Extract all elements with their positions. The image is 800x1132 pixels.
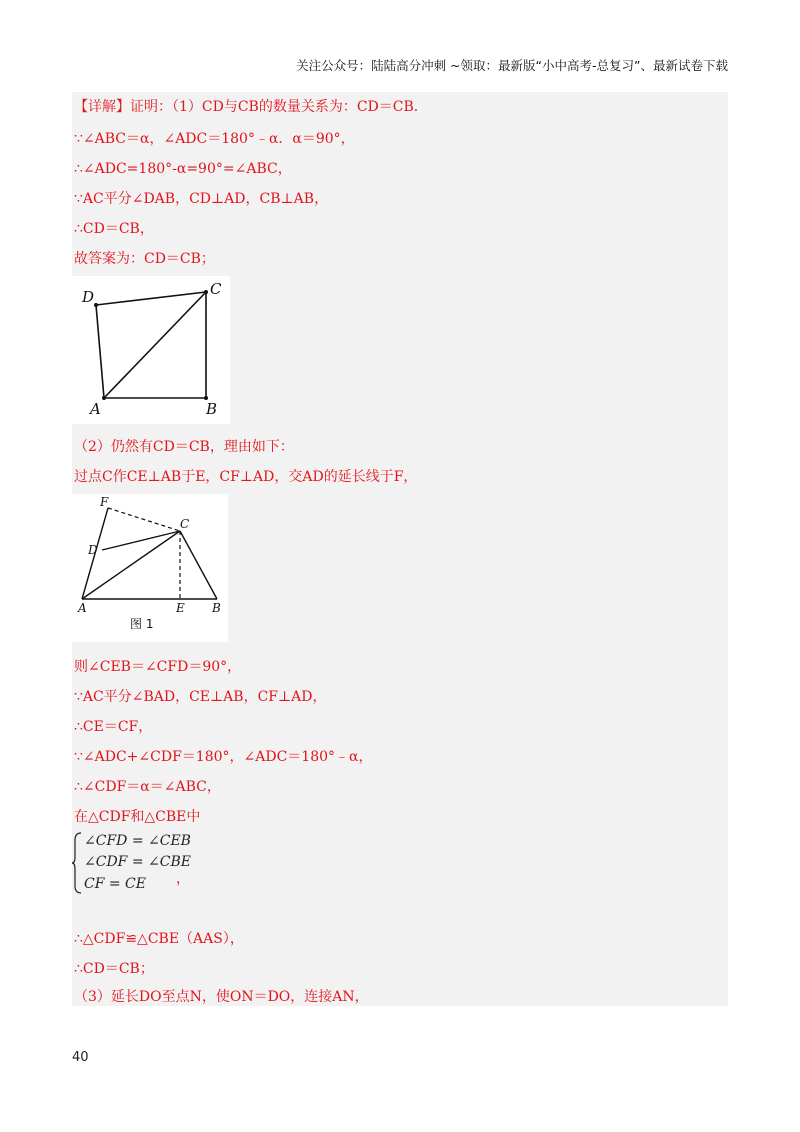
detail-tag: 【详解】 (74, 99, 130, 115)
label-B: B (206, 400, 218, 418)
solution-line-6: 故答案为：CD＝CB； (74, 251, 215, 267)
solution-line-10: ∵AC平分∠BAD，CE⊥AB，CF⊥AD， (74, 689, 327, 705)
solution-line-5: ∴CD＝CB， (74, 221, 154, 237)
label-D: D (82, 288, 95, 306)
figure-square-abcd (72, 276, 230, 424)
label-F: F (100, 495, 109, 509)
label-A: A (78, 601, 87, 615)
solution-line-7: （2）仍然有CD＝CB，理由如下： (74, 439, 294, 455)
equation-system (72, 832, 202, 896)
solution-line-15: ∴△CDF≌△CBE（AAS）， (74, 931, 244, 947)
solution-line-2: ∵∠ABC＝α，∠ADC＝180°﹣α．α＝90°， (74, 131, 355, 147)
solution-line-16: ∴CD＝CB； (74, 961, 154, 977)
equation-2: ∠CDF = ∠CBE (84, 854, 191, 870)
label-C: C (210, 280, 222, 298)
figure-caption: 图 1 (130, 617, 154, 631)
label-B: B (212, 601, 221, 615)
solution-block (72, 92, 728, 1006)
solution-line-13: ∴∠CDF＝α＝∠ABC， (74, 779, 221, 795)
solution-line-1 (74, 96, 428, 116)
left-brace-icon (72, 832, 82, 894)
page-number: 40 (72, 1050, 89, 1065)
solution-line-1-text: 证明：（1）CD与CB的数量关系为：CD＝CB． (130, 99, 428, 115)
solution-line-4: ∵AC平分∠DAB，CD⊥AD，CB⊥AB， (74, 191, 329, 207)
solution-line-3: ∴∠ADC=180°-α=90°=∠ABC， (74, 161, 292, 177)
label-A: A (90, 400, 101, 418)
equation-1: ∠CFD = ∠CEB (84, 833, 191, 849)
label-E: E (176, 601, 185, 615)
figure-quadrilateral-with-perpendiculars (72, 494, 228, 642)
equation-3: CF = CE (84, 876, 146, 892)
solution-line-17: （3）延长DO至点N，使ON＝DO，连接AN， (74, 989, 369, 1005)
solution-line-14: 在△CDF和△CBE中 (74, 809, 201, 825)
page-header: 关注公众号：陆陆高分冲刺 ~领取：最新版“小中高考-总复习”、最新试卷下载 (296, 58, 728, 73)
label-C: C (180, 517, 190, 531)
solution-line-11: ∴CE＝CF， (74, 719, 153, 735)
solution-line-8: 过点C作CE⊥AB于E，CF⊥AD，交AD的延长线于F， (74, 469, 418, 485)
system-comma: ， (176, 871, 190, 887)
solution-line-12: ∵∠ADC+∠CDF＝180°，∠ADC＝180°﹣α， (74, 749, 373, 765)
solution-line-9: 则∠CEB＝∠CFD＝90°， (74, 659, 242, 675)
label-D: D (88, 543, 98, 557)
